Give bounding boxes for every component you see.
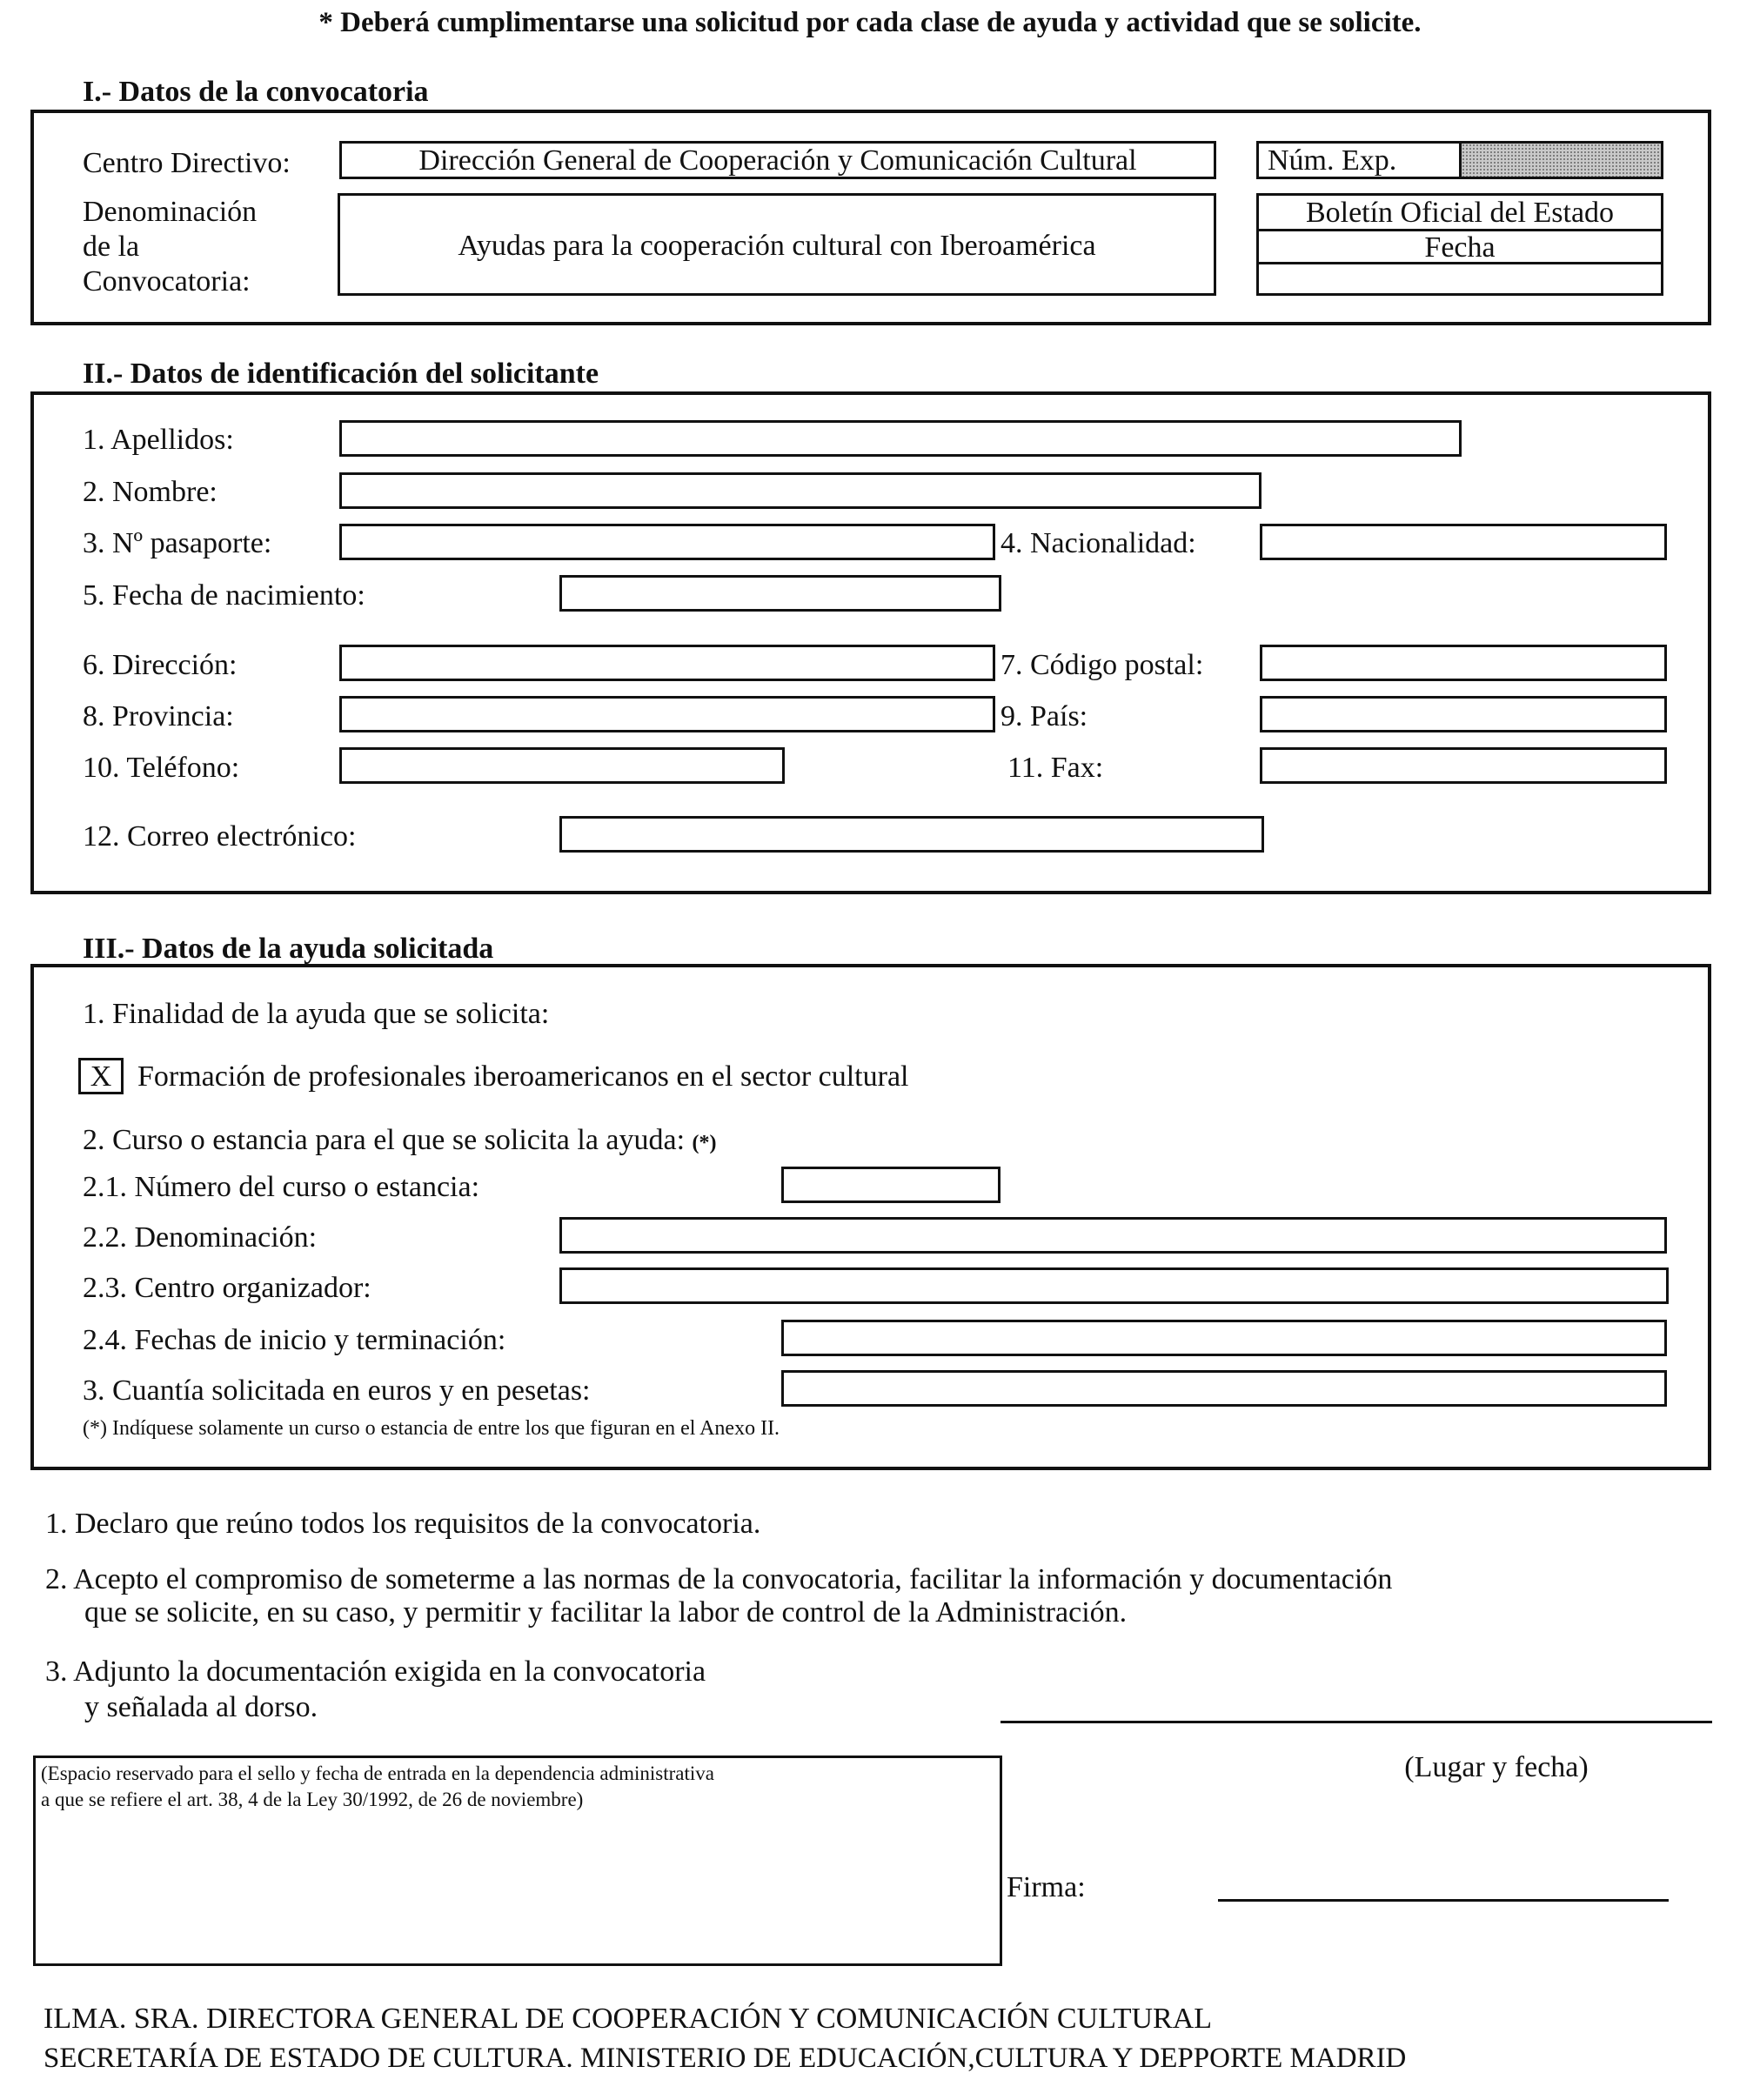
num-exp-label: Núm. Exp. — [1268, 144, 1397, 177]
notice: * Deberá cumplimentarse una solicitud por cada clase de ayuda y actividad que se solicite. — [318, 7, 1422, 38]
fechas-label: 2.4. Fechas de inicio y terminación: — [83, 1324, 506, 1356]
lugar-fecha-line[interactable] — [1000, 1721, 1712, 1723]
num-exp-field[interactable] — [1256, 141, 1663, 179]
nombre-label: 2. Nombre: — [83, 476, 218, 508]
declaracion-3-line2: y señalada al dorso. — [84, 1691, 318, 1723]
nacionalidad-input[interactable] — [1260, 524, 1667, 560]
pais-input[interactable] — [1260, 696, 1667, 732]
telefono-input[interactable] — [339, 747, 785, 784]
curso-asterisk: (*) — [692, 1132, 717, 1154]
stamp-text-2: a que se refiere el art. 38, 4 de la Ley 30/1992, de 26 de noviembre) — [41, 1789, 584, 1810]
cuantia-input[interactable] — [781, 1370, 1667, 1407]
centro-org-input[interactable] — [559, 1267, 1669, 1304]
declaracion-3-line1: 3. Adjunto la documentación exigida en la convocatoria — [45, 1655, 706, 1688]
correo-input[interactable] — [559, 816, 1264, 853]
denominacion-label-1: Denominación — [83, 196, 258, 228]
correo-label: 12. Correo electrónico: — [83, 820, 357, 853]
fecha-label: Fecha — [1424, 231, 1496, 264]
fax-input[interactable] — [1260, 747, 1667, 784]
direccion-label: 6. Dirección: — [83, 649, 238, 681]
fax-label: 11. Fax: — [1007, 752, 1104, 784]
centro-field[interactable] — [339, 141, 1216, 179]
firma-label: Firma: — [1007, 1871, 1086, 1903]
numero-label: 2.1. Número del curso o estancia: — [83, 1171, 480, 1203]
codigo-postal-input[interactable] — [1260, 645, 1667, 681]
nota-asterisco: (*) Indíquese solamente un curso o estancia de entre los que figuran en el Anexo II. — [83, 1417, 780, 1440]
footer-line-2: SECRETARÍA DE ESTADO DE CULTURA. MINISTERIO DE EDUCACIÓN,CULTURA Y DEPPORTE MADRID — [44, 2043, 1407, 2074]
centro-org-label: 2.3. Centro organizador: — [83, 1272, 371, 1304]
declaracion-1: 1. Declaro que reúno todos los requisitos de la convocatoria. — [45, 1508, 761, 1540]
boe-divider-2 — [1259, 262, 1661, 264]
formacion-label: Formación de profesionales iberoamericanos en el sector cultural — [137, 1060, 909, 1093]
boe-label: Boletín Oficial del Estado — [1305, 197, 1615, 229]
footer-line-1: ILMA. SRA. DIRECTORA GENERAL DE COOPERACIÓN Y COMUNICACIÓN CULTURAL — [44, 2003, 1213, 2035]
curso-label — [83, 1123, 717, 1158]
denominacion-curso-input[interactable] — [559, 1217, 1667, 1254]
telefono-label: 10. Teléfono: — [83, 752, 240, 784]
firma-line[interactable] — [1218, 1899, 1669, 1902]
boe-box[interactable] — [1256, 193, 1663, 296]
lugar-fecha-label: (Lugar y fecha) — [1404, 1751, 1589, 1783]
denominacion-value: Ayudas para la cooperación cultural con Iberoamérica — [458, 230, 1096, 262]
pais-label: 9. País: — [1000, 700, 1088, 732]
nombre-input[interactable] — [339, 472, 1262, 509]
codigo-postal-label: 7. Código postal: — [1000, 649, 1204, 681]
stamp-text-1: (Espacio reservado para el sello y fecha de entrada en la dependencia administrativa — [41, 1762, 714, 1784]
direccion-input[interactable] — [339, 645, 995, 681]
provincia-input[interactable] — [339, 696, 995, 732]
pasaporte-input[interactable] — [339, 524, 995, 560]
finalidad-label: 1. Finalidad de la ayuda que se solicita: — [83, 998, 550, 1030]
denominacion-curso-label: 2.2. Denominación: — [83, 1221, 318, 1254]
centro-value: Dirección General de Cooperación y Comunicación Cultural — [418, 144, 1137, 177]
stamp-box — [33, 1756, 1002, 1966]
denominacion-label-3: Convocatoria: — [83, 265, 251, 298]
section2-title: II.- Datos de identificación del solicitante — [83, 358, 599, 390]
nacimiento-input[interactable] — [559, 575, 1001, 612]
declaracion-2-line1: 2. Acepto el compromiso de someterme a las normas de la convocatoria, facilitar la información y documentación — [45, 1563, 1393, 1595]
check-mark: X — [90, 1060, 112, 1093]
curso-text: 2. Curso o estancia para el que se solicita la ayuda: — [83, 1124, 686, 1156]
pasaporte-label: 3. Nº pasaporte: — [83, 527, 272, 559]
section1-title: I.- Datos de la convocatoria — [83, 76, 429, 108]
apellidos-label: 1. Apellidos: — [83, 424, 234, 456]
cuantia-label: 3. Cuantía solicitada en euros y en pesetas: — [83, 1374, 591, 1407]
denominacion-label-2: de la — [83, 231, 140, 263]
numero-input[interactable] — [781, 1167, 1000, 1203]
declaracion-2-line2: que se solicite, en su caso, y permitir y facilitar la labor de control de la Administración. — [84, 1596, 1128, 1629]
nacimiento-label: 5. Fecha de nacimiento: — [83, 579, 365, 612]
fechas-input[interactable] — [781, 1320, 1667, 1356]
section3-title: III.- Datos de la ayuda solicitada — [83, 933, 494, 965]
apellidos-input[interactable] — [339, 420, 1462, 457]
num-exp-shaded — [1459, 144, 1661, 177]
denominacion-field[interactable] — [338, 193, 1216, 296]
provincia-label: 8. Provincia: — [83, 700, 234, 732]
centro-label: Centro Directivo: — [83, 147, 291, 179]
nacionalidad-label: 4. Nacionalidad: — [1000, 527, 1196, 559]
formacion-checkbox[interactable] — [78, 1058, 124, 1094]
